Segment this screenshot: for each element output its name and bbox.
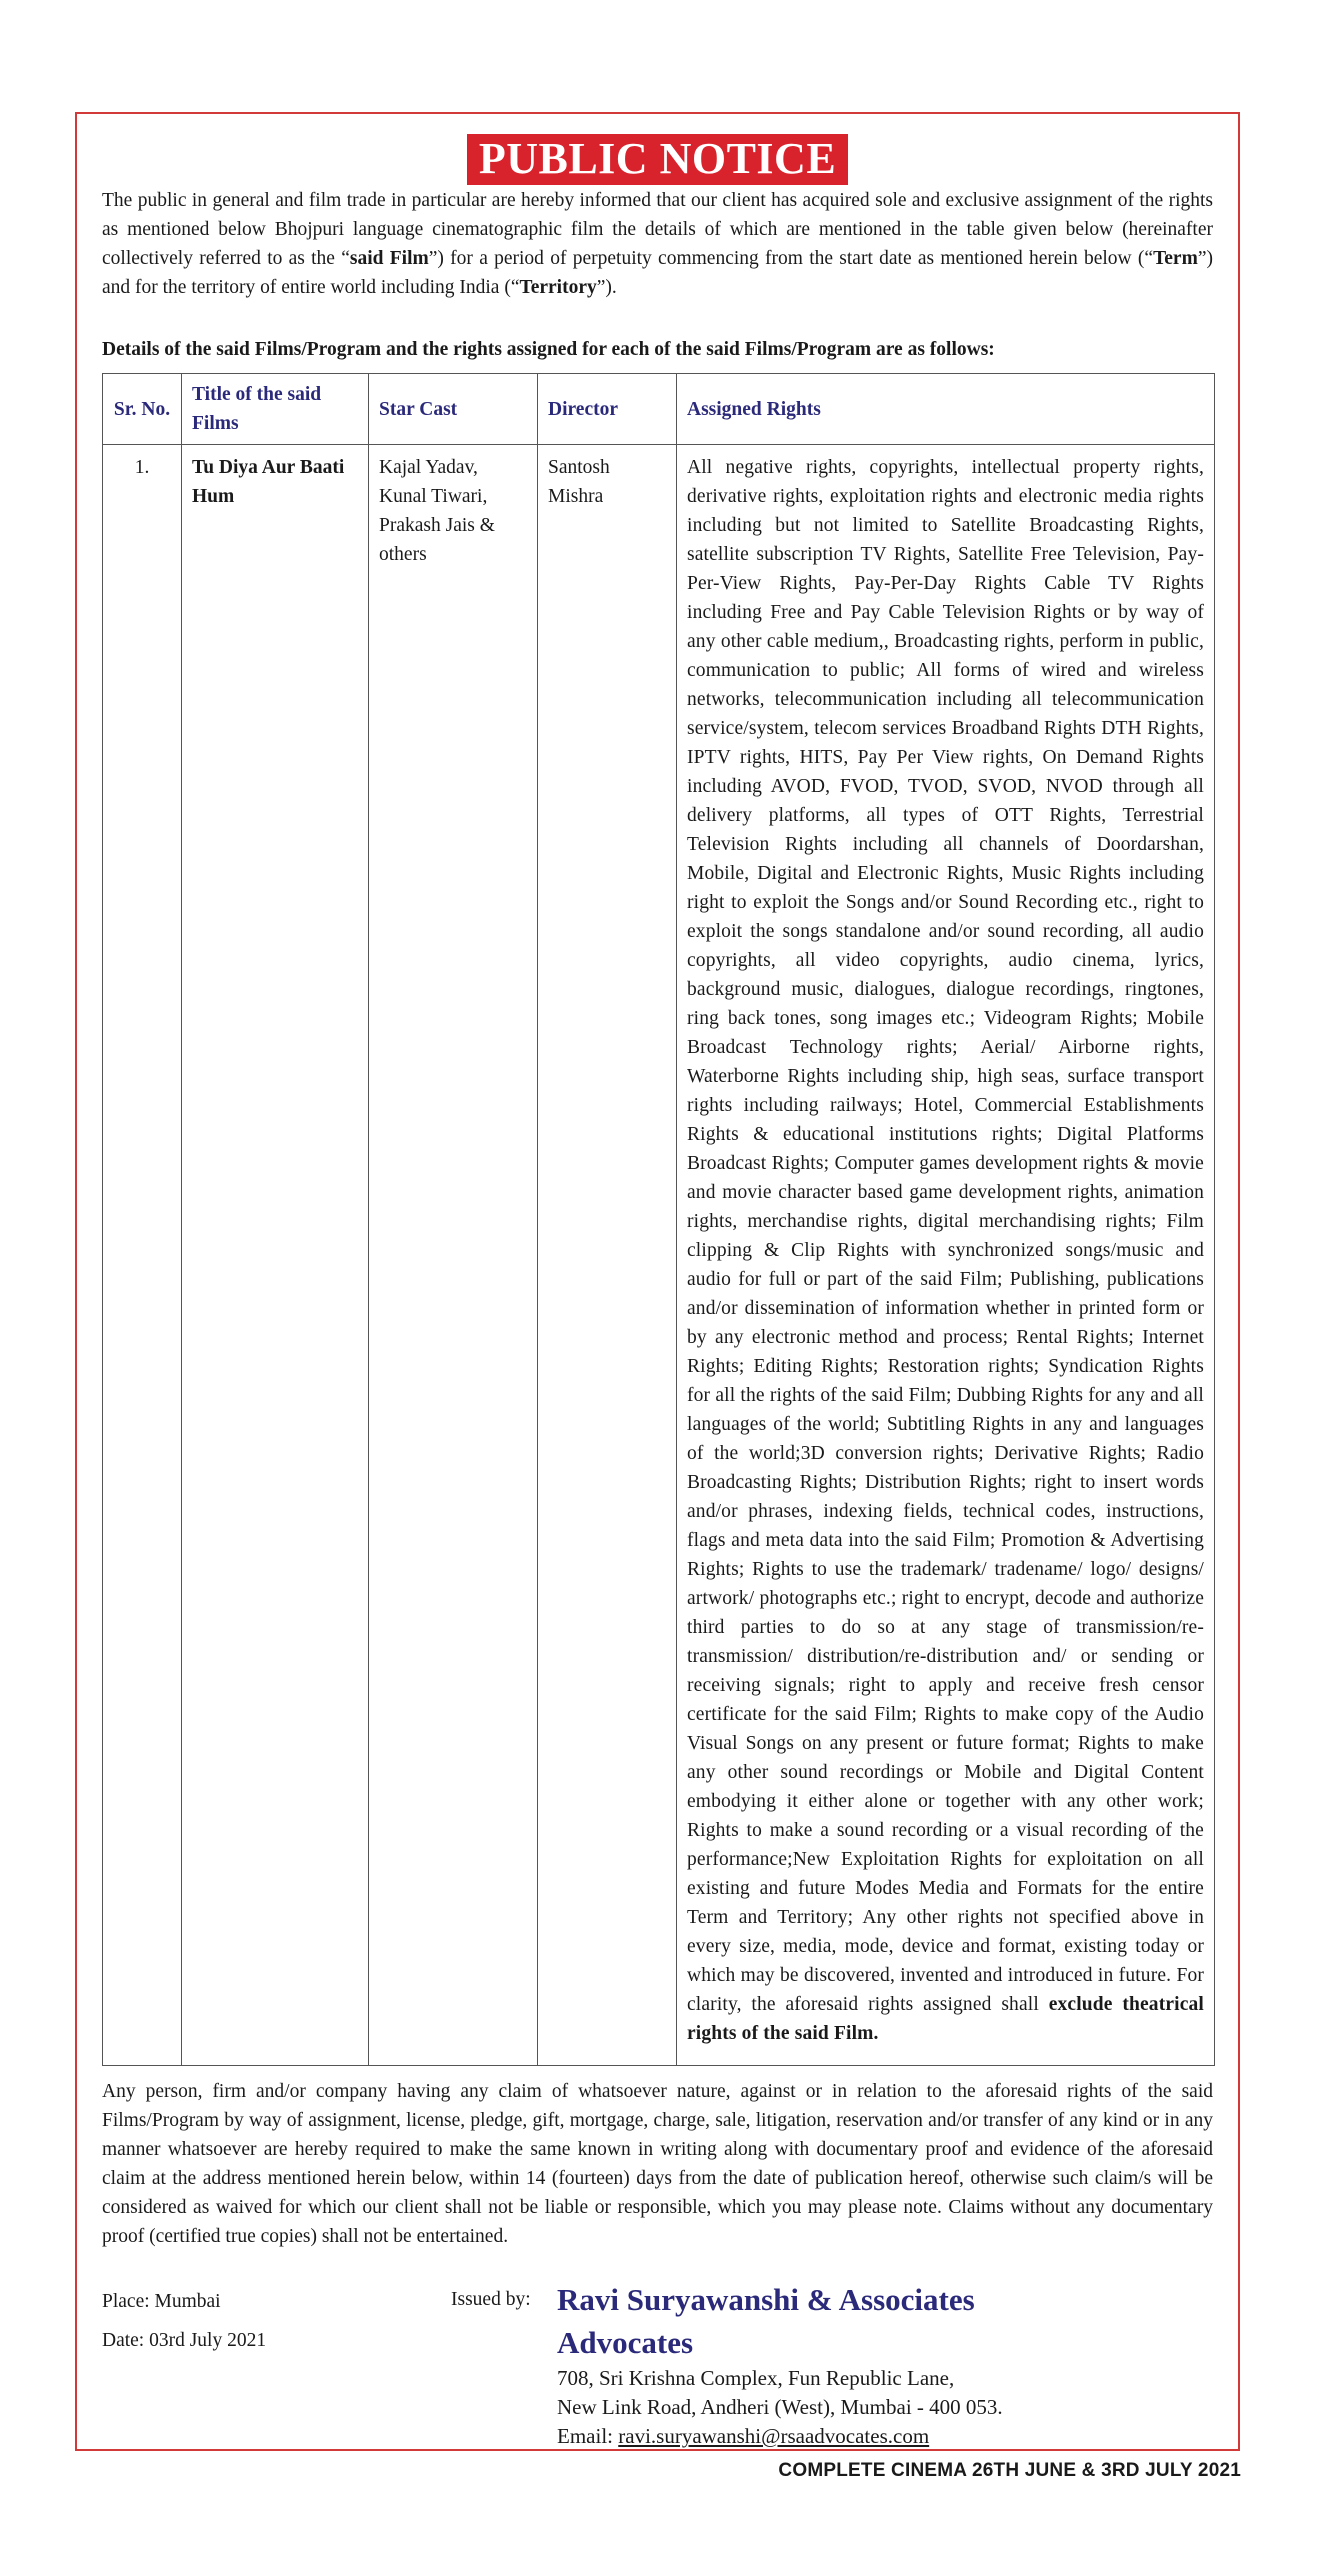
issued-by-label: Issued by: [451, 2289, 531, 2310]
row-assigned-rights [677, 445, 1215, 2066]
rights-table [102, 373, 1215, 2066]
intro-text: ”) for a period of perpetuity commencing from the start date as mentioned herein below (“ [428, 248, 1154, 269]
table-header-row [103, 374, 1215, 445]
address-line-1: 708, Sri Krishna Complex, Fun Republic Lane, [557, 2366, 955, 2390]
address-block [557, 2364, 1003, 2451]
email-line [557, 2422, 1003, 2451]
intro-text: ”) and for the territory of entire world including India (“ [102, 248, 1213, 298]
header-title: Title of the said Films [182, 374, 369, 445]
row-star-cast: Kajal Yadav, Kunal Tiwari, Prakash Jais & others [369, 445, 538, 2066]
row-film-title: Tu Diya Aur Baati Hum [182, 445, 369, 2066]
notice-title: PUBLIC NOTICE [467, 134, 848, 185]
intro-bold-term: Term [1153, 248, 1198, 269]
intro-paragraph [102, 186, 1213, 302]
header-director: Director [538, 374, 677, 445]
notice-frame [75, 112, 1240, 2451]
firm-block [557, 2278, 1217, 2364]
intro-text: The public in general and film trade in particular are hereby informed that our client has acquired sole and exclusive assignment of the rights as mentioned below Bhojpuri language cinematographic film the details of which are mentioned in the table given below (hereinafter collectively referred to as the “ [102, 190, 1213, 269]
header-sr-no: Sr. No. [103, 374, 182, 445]
claims-paragraph: Any person, firm and/or company having any claim of whatsoever nature, against or in relation to the aforesaid rights of the said Films/Program by way of assignment, license, pledge, gift, mortgage, charge, sale, litigation, reservation and/or transfer of any kind or in any manner whatsoever are hereby required to make the same known in writing along with documentary proof and evidence of the aforesaid claim at the address mentioned herein below, within 14 (fourteen) days from the date of publication hereof, otherwise such claim/s will be considered as waived for which our client shall not be liable or responsible, which you may please note. Claims without any documentary proof (certified true copies) shall not be entertained. [102, 2081, 1213, 2247]
details-heading: Details of the said Films/Program and the rights assigned for each of the said Films/Program are as follows: [102, 339, 995, 360]
intro-bold-term: Territory [519, 277, 597, 298]
title-wrap [77, 134, 1238, 185]
rights-exclusion: exclude theatrical rights of the said Film. [687, 1994, 1204, 2044]
email-label: Email: [557, 2424, 619, 2448]
place-line: Place: Mumbai [102, 2291, 221, 2312]
intro-text: ”). [596, 277, 617, 298]
table-row [103, 445, 1215, 2066]
address-line-2: New Link Road, Andheri (West), Mumbai - 400 053. [557, 2395, 1003, 2419]
header-star-cast: Star Cast [369, 374, 538, 445]
date-line: Date: 03rd July 2021 [102, 2330, 267, 2351]
header-assigned-rights: Assigned Rights [677, 374, 1215, 445]
row-sr-no: 1. [103, 445, 182, 2066]
rights-text: All negative rights, copyrights, intellectual property rights, derivative rights, exploitation rights and electronic media rights including but not limited to Satellite Broadcasting Rights, satellite subscription TV Rights, Satellite Free Television, Pay-Per-View Rights, Pay-Per-Day Rights Cable TV Rights including Free and Pay Cable Television Rights or by way of any other cable medium,, Broadcasting rights, perform in public, communication to public; All forms of wired and wireless networks, telecommunication including all telecommunication service/system, telecom services Broadband Rights DTH Rights, IPTV rights, HITS, Pay Per View rights, On Demand Rights including AVOD, FVOD, TVOD, SVOD, NVOD through all delivery platforms, all types of OTT Rights, Terrestrial Television Rights including all channels of Doordarshan, Mobile, Digital and Electronic Rights, Music Rights including right to exploit the Songs and/or Sound Recording etc., right to exploit the songs standalone and/or sound recording, all audio copyrights, all video copyrights, audio cinema, lyrics, background music, dialogues, dialogue recordings, ringtones, ring back tones, song images etc.; Videogram Rights; Mobile Broadcast Technology rights; Aerial/ Airborne rights, Waterborne Rights including ship, high seas, surface transport rights including railways; Hotel, Commercial Establishments Rights & educational institutions rights; Digital Platforms Broadcast Rights; Computer games development rights & movie and movie character based game development rights, animation rights, merchandise rights, digital merchandising rights; Film clipping & Clip Rights with synchronized songs/music and audio for full or part of the said Film; Publishing, publications and/or dissemination of information whether in printed form or by any electronic method and process; Rental Rights; Internet Rights; Editing Rights; Restoration rights; Syndication Rights for all the rights of the said Film; Dubbing Rights for any and all languages of the world; Subtitling Rights in any and languages of the world;3D conversion rights; Derivative Rights; Radio Broadcasting Rights; Distribution Rights; right to insert words and/or phrases, indexing fields, technical codes, instructions, flags and meta data into the said Film; Promotion & Advertising Rights; Rights to use the trademark/ tradename/ logo/ designs/ artwork/ photographs etc.; right to encrypt, decode and authorize third parties to do so at any stage of transmission/re-transmission/ distribution/re-distribution and/ or sending or receiving signals; right to apply and receive fresh censor certificate for the said Film; Rights to make copy of the Audio Visual Songs on any present or future format; Rights to make any other sound recordings or Mobile and Digital Content embodying it either alone or together with any other work; Rights to make a sound recording or a visual recording of the performance;New Exploitation Rights for exploitation on all existing and future Modes Media and Formats for the entire Term and Territory; Any other rights not specified above in every size, media, mode, device and format, existing today or which may be discovered, invented and introduced in future. For clarity, the aforesaid rights assigned shall [687, 457, 1204, 2015]
firm-name: Ravi Suryawanshi & Associates [557, 2282, 975, 2317]
intro-bold-term: said Film [349, 248, 429, 269]
row-director: Santosh Mishra [538, 445, 677, 2066]
publication-line: COMPLETE CINEMA 26TH JUNE & 3RD JULY 2021 [778, 2460, 1241, 2481]
email-link[interactable]: ravi.suryawanshi@rsaadvocates.com [618, 2424, 930, 2448]
firm-type: Advocates [557, 2325, 694, 2360]
